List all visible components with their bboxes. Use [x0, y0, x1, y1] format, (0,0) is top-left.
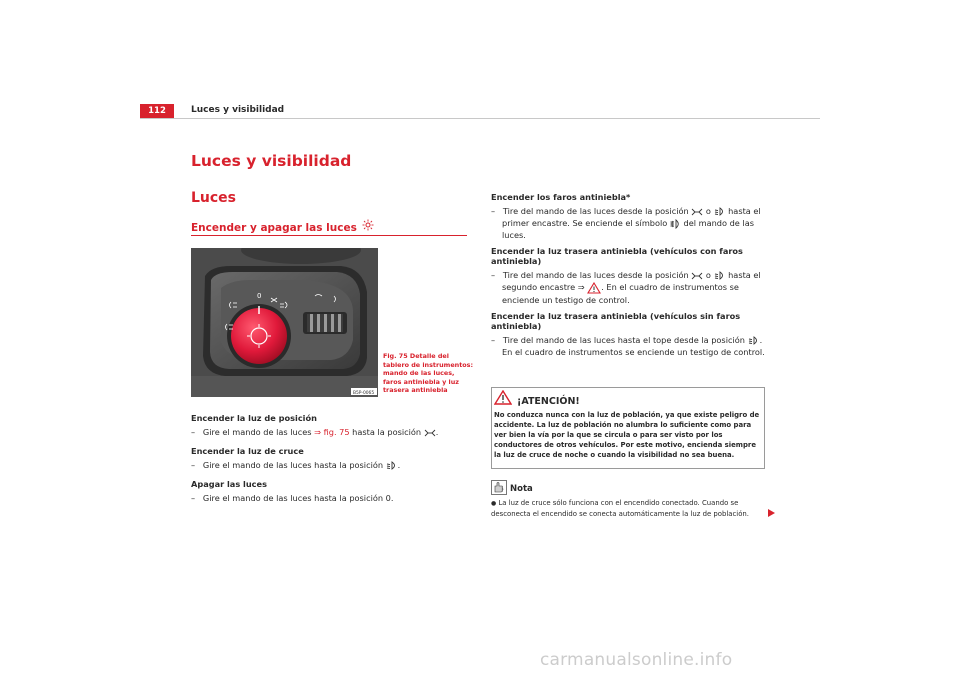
block-title-position-light: Encender la luz de posición — [191, 413, 317, 423]
step-text: del mando de las luces. — [502, 218, 755, 240]
section-title: Luces — [191, 190, 237, 206]
step-rear-fog-without — [491, 334, 771, 358]
subsection-title-text: Encender y apagar las luces — [191, 222, 357, 234]
watermark: carmanualsonline.info — [540, 650, 733, 670]
block-title-rear-fog-with: Encender la luz trasera antiniebla (vehículos con faros antiniebla) — [491, 246, 743, 266]
step-text: Gire el mando de las luces hasta la posición 0. — [202, 493, 394, 503]
step-dash: – — [191, 493, 196, 503]
light-switch-figure — [191, 248, 378, 397]
step-text: Tire del mando de las luces hasta el tope desde la posición — [502, 334, 745, 345]
parking-light-icon — [691, 208, 703, 216]
running-title: Luces y visibilidad — [191, 105, 285, 115]
sun-light-icon — [362, 219, 374, 231]
step-low-beam — [191, 459, 471, 471]
parking-light-icon — [424, 429, 436, 437]
figure-caption: Fig. 75 Detalle del tablero de instrumentos: mando de las luces, faros antiniebla y luz trasera antiniebla — [383, 352, 474, 395]
step-position-light — [191, 426, 471, 438]
step-text: hasta el segundo encastre ⇒ — [502, 270, 761, 292]
step-text: Tire del mando de las luces desde la posición — [502, 270, 689, 280]
step-text: o — [703, 270, 714, 280]
page-number: 112 — [140, 104, 174, 118]
step-end: . — [397, 460, 401, 470]
step-fog-lights — [491, 205, 771, 241]
step-rear-fog-with — [491, 269, 771, 306]
step-text: o — [703, 206, 714, 216]
step-dash: – — [491, 206, 496, 216]
chapter-title: Luces y visibilidad — [191, 152, 352, 170]
figure-reference-link[interactable]: ⇒ fig. 75 — [314, 427, 350, 437]
step-dash: – — [491, 334, 496, 345]
block-title-lights-off: Apagar las luces — [191, 479, 267, 489]
step-dash: – — [191, 460, 196, 470]
parking-light-icon — [691, 272, 703, 280]
step-dash: – — [191, 427, 196, 437]
step-text: hasta el primer encastre. Se enciende el símbolo — [502, 206, 761, 228]
step-text: Tire del mando de las luces desde la posición — [502, 206, 689, 216]
step-text: . En el cuadro de instrumentos se enciende un testigo de control. — [502, 282, 739, 305]
left-column — [191, 413, 471, 504]
low-beam-icon — [714, 271, 726, 280]
low-beam-icon — [748, 336, 760, 345]
block-title-fog-lights: Encender los faros antiniebla* — [491, 192, 631, 202]
step-lights-off — [191, 492, 471, 504]
note-hand-icon — [491, 480, 507, 495]
low-beam-icon — [386, 461, 398, 470]
step-dash: – — [491, 270, 496, 280]
note-title: Nota — [510, 484, 533, 494]
block-title-low-beam: Encender la luz de cruce — [191, 446, 304, 456]
warning-text: No conduzca nunca con la luz de población, ya que existe peligro de accidente. La luz de población no alumbra lo suficiente como para ver bien la vía por la que se circula o para ser visto por los conductores de otros vehículos. Por este motivo, encienda siempre la luz de cruce de noche o cuando la visibilidad no sea buena. — [494, 411, 760, 459]
step-text: Gire el mando de las luces — [202, 427, 315, 437]
warning-triangle-icon[interactable] — [587, 282, 601, 294]
note-text — [491, 498, 761, 519]
step-end: . — [435, 427, 439, 437]
fog-light-icon — [670, 219, 681, 229]
step-text: hasta la posición — [349, 427, 422, 437]
continue-arrow-icon — [767, 508, 776, 518]
figure-code: B5P-0065 — [353, 391, 375, 396]
header-rule — [140, 118, 820, 119]
right-column — [491, 192, 771, 358]
note-bullet: ● — [491, 500, 497, 507]
dial-zero-label: 0 — [257, 292, 262, 300]
warning-triangle-icon — [494, 390, 512, 405]
block-title-rear-fog-without: Encender la luz trasera antiniebla (vehículos sin faros antiniebla) — [491, 310, 741, 331]
low-beam-icon — [714, 207, 726, 216]
note-body: La luz de cruce sólo funciona con el encendido conectado. Cuando se desconecta el encendido se conecta automáticamente la luz de población. — [491, 499, 749, 518]
step-text: . En el cuadro de instrumentos se enciende un testigo de control. — [502, 334, 765, 357]
warning-title: ¡ATENCIÓN! — [517, 396, 580, 407]
subsection-rule — [191, 235, 467, 236]
subsection-title — [191, 222, 374, 234]
step-text: Gire el mando de las luces hasta la posición — [202, 460, 384, 470]
